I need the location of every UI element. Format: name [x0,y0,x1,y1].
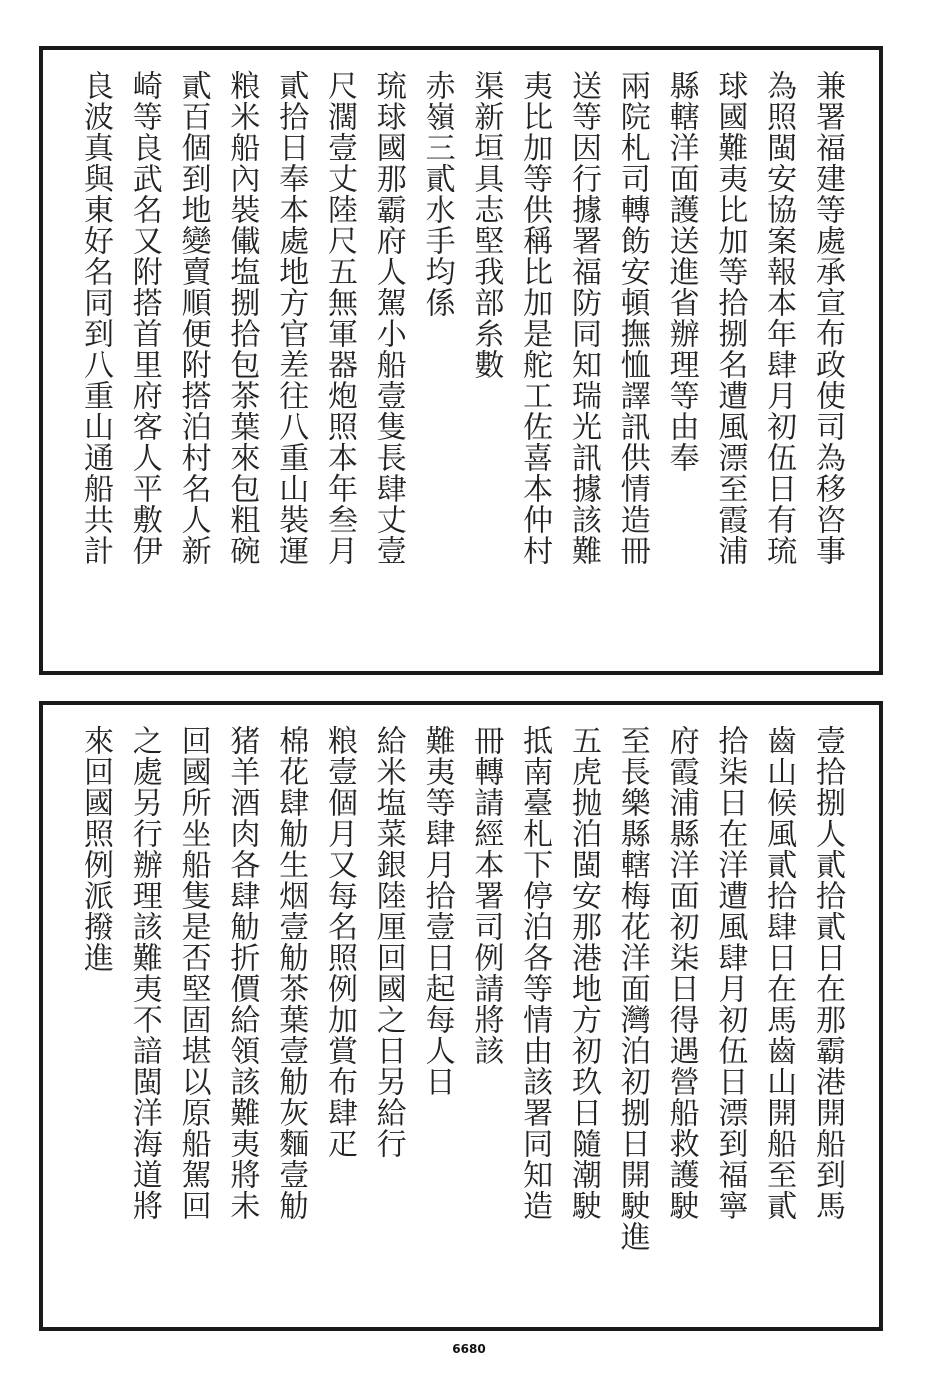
text-column: 良波真與東好名同到八重山通船共計 [78,70,113,566]
text-column: 回國所坐船隻是否堅固堪以原船駕回 [175,725,211,1221]
text-column: 拾柒日在洋遭風肆月初伍日漂到福寧 [712,725,748,1221]
bottom-text-columns [71,725,851,1309]
text-column: 給米塩菜銀陸厘回國之日另給行 [370,725,406,1159]
text-column: 棉花肆觔生烟壹觔茶葉壹觔灰麵壹觔 [273,725,309,1221]
text-column: 粮米船內裝儎塩捌拾包茶葉來包粗碗 [224,70,260,566]
top-text-columns [71,70,851,653]
text-column: 來回國照例派撥進 [78,725,113,973]
text-column: 至長樂縣轄梅花洋面灣泊初捌日開駛進 [614,725,650,1252]
text-column: 之處另行辦理該難夷不諳閩洋海道將 [126,725,162,1221]
text-column: 貳拾日奉本處地方官差往八重山裝運 [273,70,309,566]
text-column: 貳百個到地變賣順便附搭泊村名人新 [175,70,211,566]
text-column: 球國難夷比加等拾捌名遭風漂至霞浦 [712,70,748,566]
text-column: 夷比加等供稱比加是舵工佐喜本仲村 [517,70,553,566]
text-column: 送等因行據署福防同知瑞光訊據該難 [565,70,601,566]
text-column: 崎等良武名又附搭首里府客人平敷伊 [126,70,162,566]
text-column: 齒山候風貳拾肆日在馬齒山開船至貳 [761,725,797,1221]
text-column: 抵南臺札下停泊各等情由該署同知造 [517,725,553,1221]
top-document-panel [39,46,883,675]
text-column: 琉球國那霸府人駕小船壹隻長肆丈壹 [370,70,406,566]
text-column: 兩院札司轉飭安頓撫恤譯訊供情造冊 [614,70,650,566]
text-column: 渠新垣具志堅我部糸數 [468,70,504,380]
bottom-document-panel [39,701,883,1331]
text-column: 壹拾捌人貳拾貳日在那霸港開船到馬 [809,725,845,1221]
text-column: 尺濶壹丈陸尺五無軍器炮照本年叁月 [321,70,357,566]
text-column: 冊轉請經本署司例請將該 [468,725,504,1066]
text-column: 粮壹個月又每名照例加賞布肆疋 [321,725,357,1159]
text-column: 五虎抛泊閩安那港地方初玖日隨潮駛 [565,725,601,1221]
text-column: 兼署福建等處承宣布政使司為移咨事 [809,70,845,566]
text-column: 為照閩安協案報本年肆月初伍日有琉 [761,70,797,566]
text-column: 赤嶺三貳水手均係 [419,70,455,318]
text-column: 猪羊酒肉各肆觔折價給領該難夷將未 [224,725,260,1221]
text-column: 難夷等肆月拾壹日起每人日 [419,725,455,1097]
page-number: 6680 [452,1342,486,1356]
text-column: 縣轄洋面護送進省辦理等由奉 [663,70,699,473]
text-column: 府霞浦縣洋面初柒日得遇營船救護駛 [663,725,699,1221]
